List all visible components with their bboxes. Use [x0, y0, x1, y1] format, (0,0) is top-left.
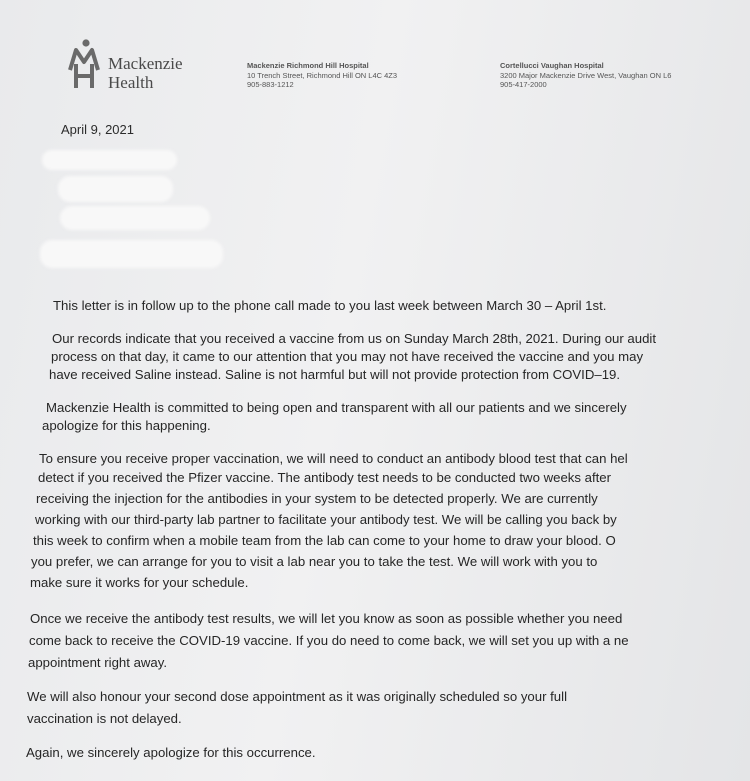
body-line: come back to receive the COVID-19 vaccine. If you do need to come back, we will set you up with a ne [29, 633, 629, 648]
body-line: make sure it works for your schedule. [30, 575, 249, 590]
body-line: appointment right away. [28, 655, 168, 670]
body-line: We will also honour your second dose appointment as it was originally scheduled so your full [27, 689, 568, 704]
body-line: have received Saline instead. Saline is not harmful but will not provide protection from COVID–19. [49, 367, 621, 382]
body-line: vaccination is not delayed. [27, 711, 182, 726]
body-line: you prefer, we can arrange for you to visit a lab near you to take the test. We will work with you to [31, 554, 598, 569]
logo-line-1: Mackenzie [108, 54, 183, 73]
hospital-1-phone: 905-883-1212 [247, 80, 294, 89]
body-line: working with our third-party lab partner to facilitate your antibody test. We will be calling you back by [35, 512, 617, 527]
hospital-2-name: Cortellucci Vaughan Hospital [500, 61, 604, 70]
body-line: apologize for this happening. [42, 418, 211, 433]
hospital-2-phone: 905-417-2000 [500, 80, 547, 89]
letter-date: April 9, 2021 [61, 122, 134, 137]
hospital-2-address: 3200 Major Mackenzie Drive West, Vaughan ON L6 [500, 70, 672, 80]
body-line: Once we receive the antibody test results, we will let you know as soon as possible whether you need [30, 611, 623, 626]
logo-line-2: Health [108, 73, 154, 92]
body-line: Mackenzie Health is committed to being open and transparent with all our patients and we sincerely [46, 400, 627, 415]
hospital-1-name: Mackenzie Richmond Hill Hospital [247, 61, 369, 70]
body-line: detect if you received the Pfizer vaccine. The antibody test needs to be conducted two weeks after [38, 470, 612, 485]
body-line: receiving the injection for the antibodies in your system to be detected properly. We are currently [36, 491, 598, 506]
body-line: process on that day, it came to our attention that you may not have received the vaccine and you may [51, 349, 644, 364]
body-line: This letter is in follow up to the phone call made to you last week between March 30 – April 1st. [53, 298, 607, 313]
body-line: Our records indicate that you received a vaccine from us on Sunday March 28th, 2021. During our audit [52, 331, 657, 346]
body-line: Again, we sincerely apologize for this occurrence. [26, 745, 316, 760]
body-line: this week to confirm when a mobile team from the lab can come to your home to draw your blood. O [33, 533, 616, 548]
hospital-1-address: 10 Trench Street, Richmond Hill ON L4C 4Z3 [247, 70, 398, 80]
body-line: To ensure you receive proper vaccination, we will need to conduct an antibody blood test that can hel [39, 451, 628, 466]
